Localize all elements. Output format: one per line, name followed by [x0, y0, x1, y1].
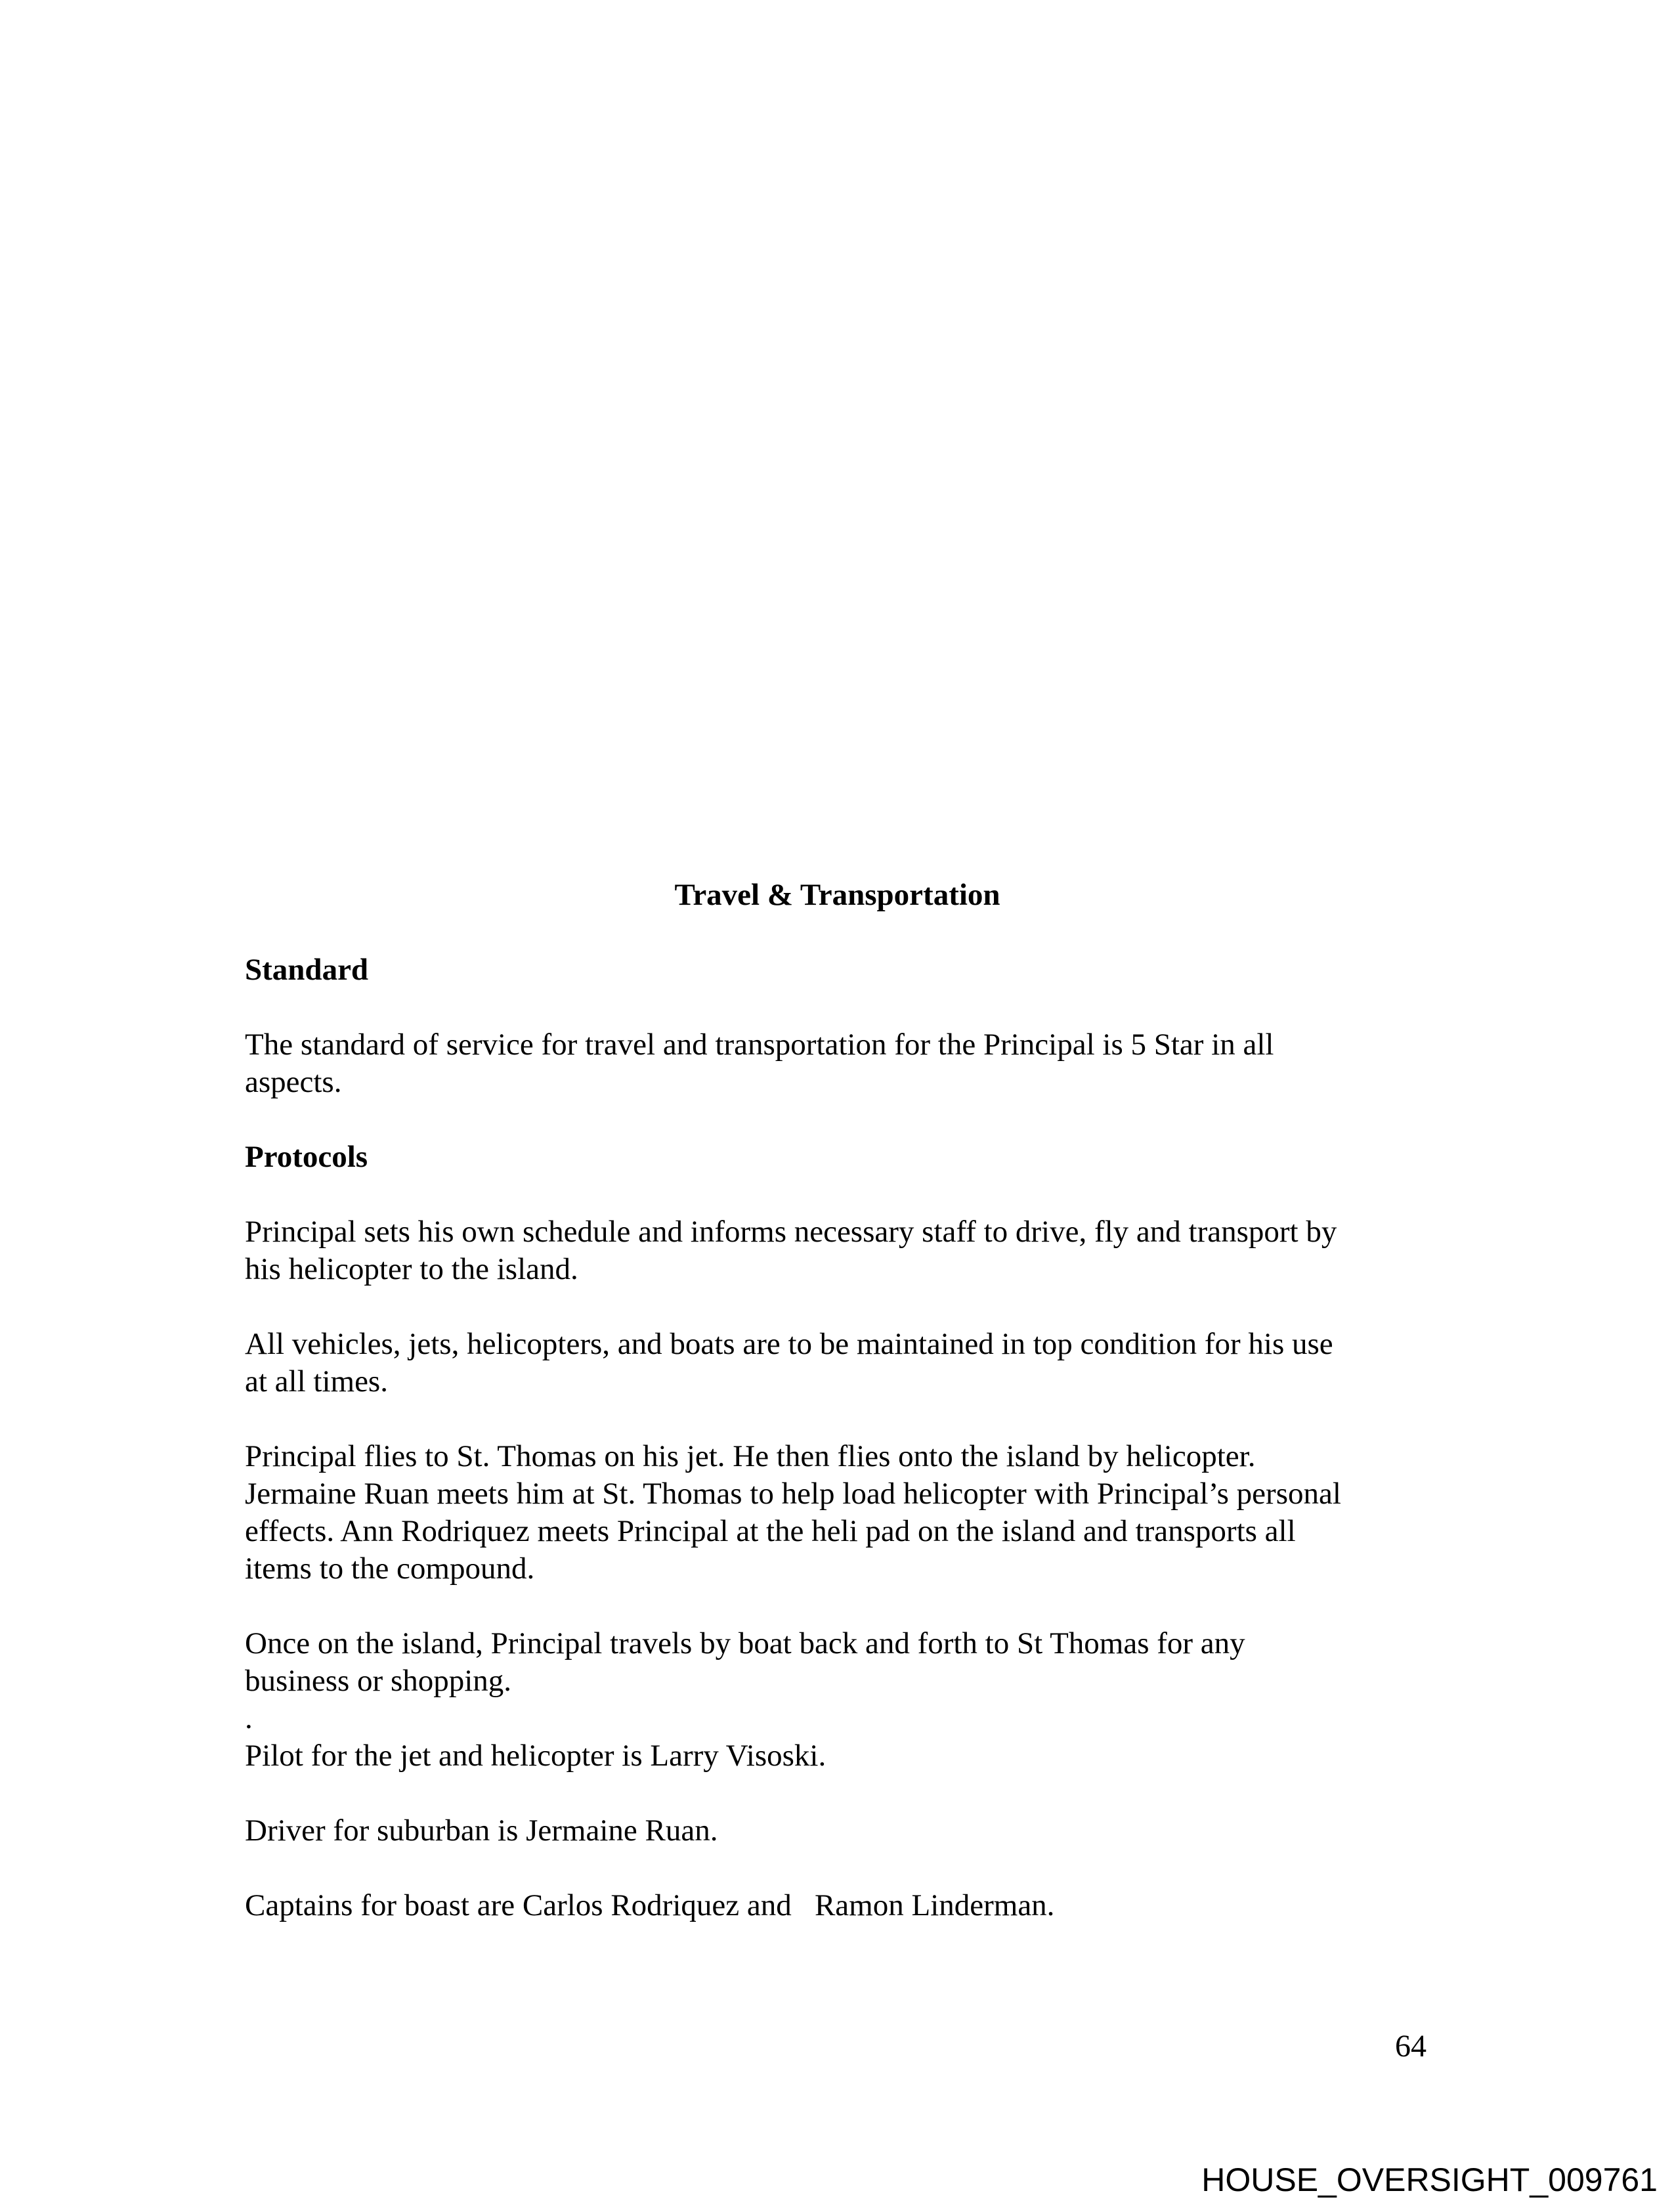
- text-line: Pilot for the jet and helicopter is Larry Visoski.: [245, 1739, 826, 1773]
- text-line: The standard of service for travel and transportation for the Principal is 5 Star in all: [245, 1028, 1274, 1062]
- text-line: items to the compound.: [245, 1551, 535, 1586]
- paragraph-standard: [245, 1026, 1430, 1101]
- text-line: his helicopter to the island.: [245, 1252, 578, 1286]
- paragraph-flights: [245, 1438, 1430, 1588]
- text-line: aspects.: [245, 1065, 342, 1099]
- text-line: at all times.: [245, 1364, 388, 1399]
- paragraph-captains: [245, 1887, 1430, 1924]
- bates-stamp: HOUSE_OVERSIGHT_009761: [1201, 2161, 1658, 2198]
- doc-title-text: Travel & Transportation: [674, 878, 1000, 912]
- doc-title: [245, 877, 1430, 914]
- paragraph-schedule: [245, 1213, 1430, 1288]
- text-line: Principal flies to St. Thomas on his jet. He then flies onto the island by helicopter.: [245, 1439, 1256, 1473]
- paragraph-boat-travel: [245, 1625, 1430, 1700]
- heading-protocols-text: Protocols: [245, 1140, 368, 1174]
- heading-protocols: [245, 1139, 1430, 1176]
- text-line: business or shopping.: [245, 1664, 512, 1698]
- document-body: [245, 877, 1430, 1962]
- paragraph-vehicles: [245, 1326, 1430, 1400]
- text-line: Once on the island, Principal travels by boat back and forth to St Thomas for any: [245, 1626, 1245, 1660]
- page-number: 64: [1395, 2029, 1427, 2064]
- text-line: Driver for suburban is Jermaine Ruan.: [245, 1813, 718, 1848]
- paragraph-driver: [245, 1812, 1430, 1850]
- heading-standard-text: Standard: [245, 953, 369, 987]
- text-line: All vehicles, jets, helicopters, and boats are to be maintained in top condition for his use: [245, 1327, 1333, 1361]
- text-line: .: [245, 1701, 253, 1735]
- paragraph-pilot: [245, 1737, 1430, 1775]
- text-line: Captains for boast are Carlos Rodriquez and Ramon Linderman.: [245, 1888, 1055, 1922]
- text-line: effects. Ann Rodriquez meets Principal at the heli pad on the island and transports all: [245, 1514, 1296, 1548]
- text-line: Principal sets his own schedule and informs necessary staff to drive, fly and transport by: [245, 1215, 1337, 1249]
- paragraph-stray-period: [245, 1700, 1430, 1737]
- heading-standard: [245, 951, 1430, 989]
- text-line: Jermaine Ruan meets him at St. Thomas to help load helicopter with Principal’s personal: [245, 1477, 1341, 1511]
